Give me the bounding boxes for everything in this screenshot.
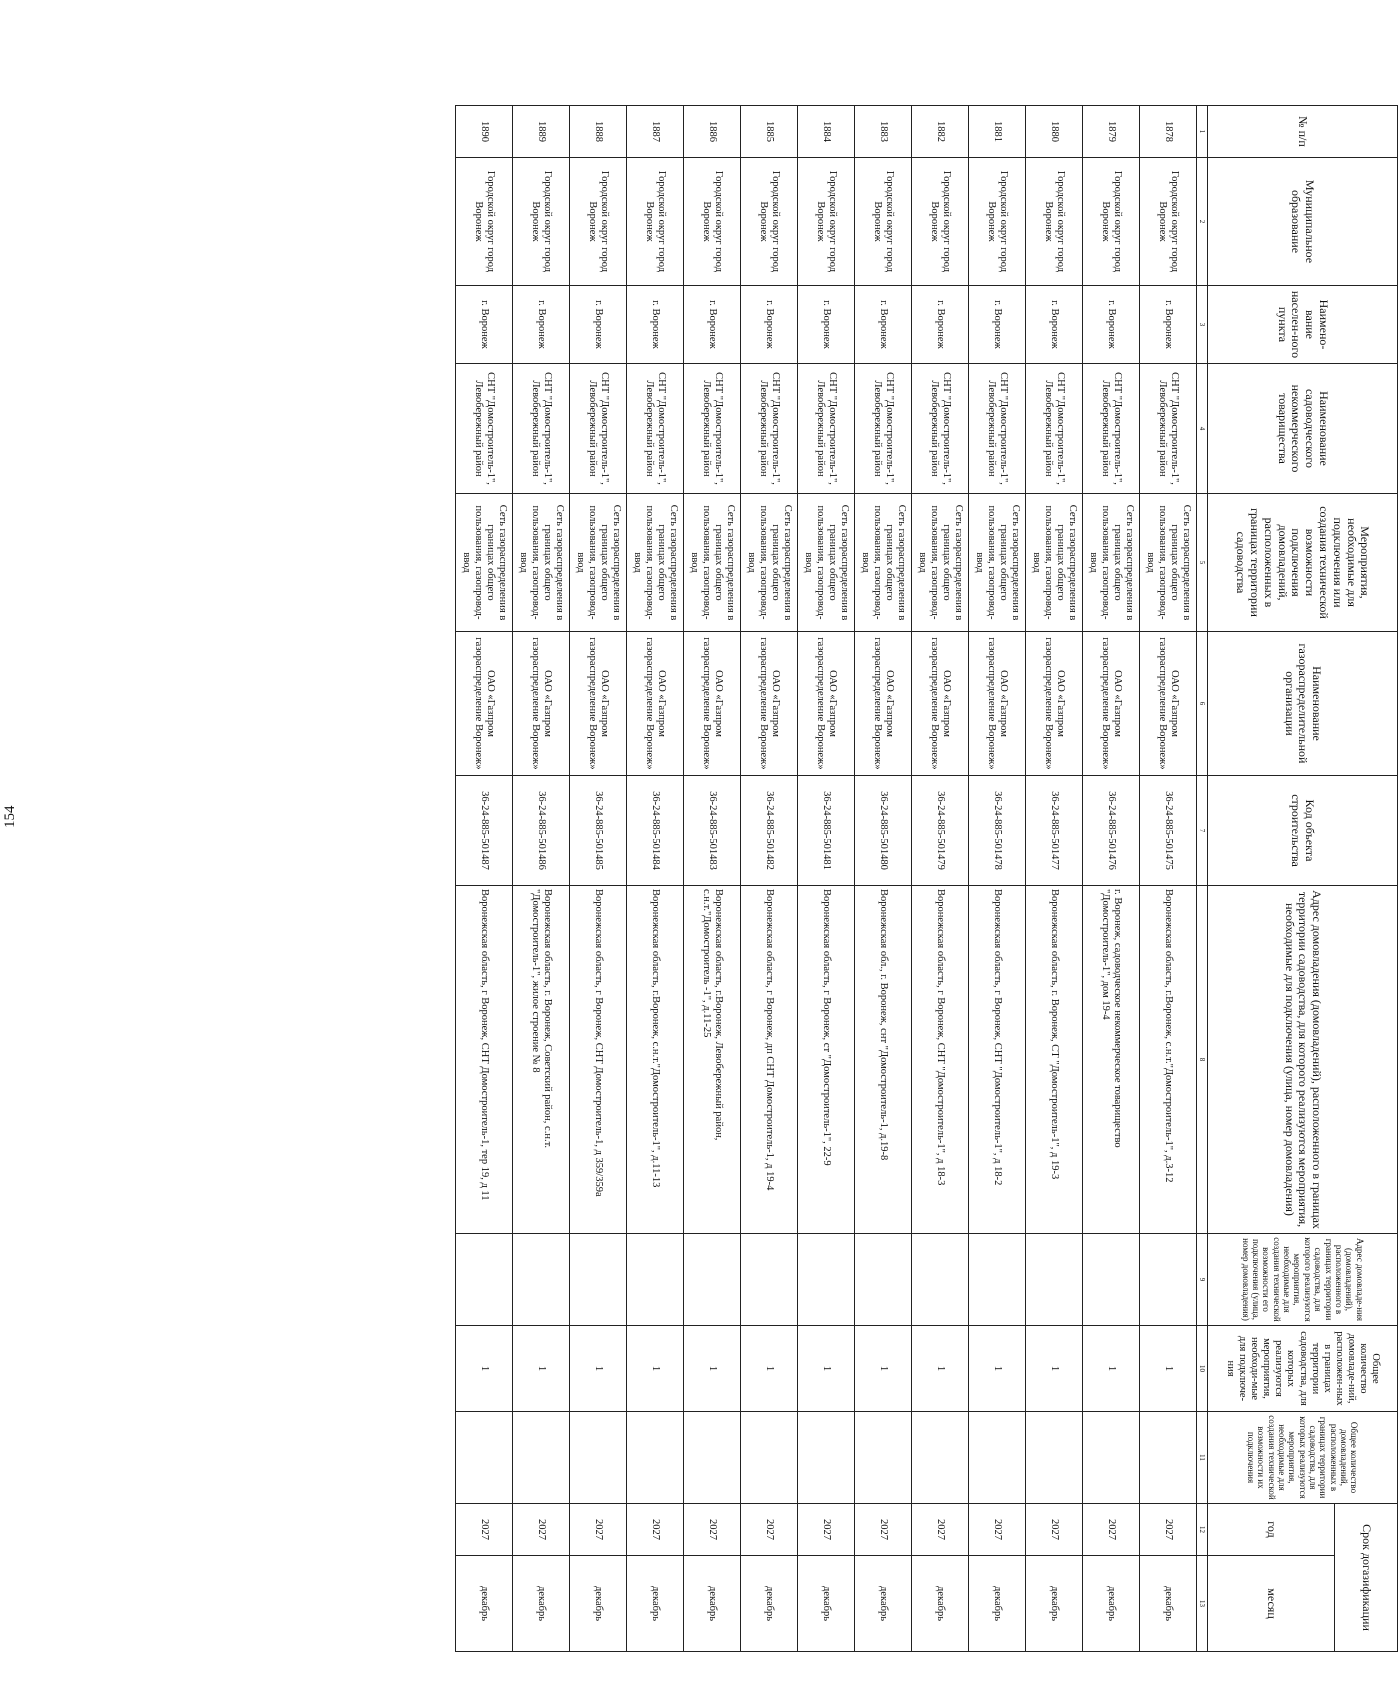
cell-organization: ОАО «Газпром газораспределение Воронеж» [1140,632,1197,776]
cell-count-tech [912,1412,969,1504]
cell-year: 2027 [570,1504,627,1556]
table-row [912,106,969,1652]
cell-address-tech [969,1234,1026,1326]
table-row [1140,106,1197,1652]
cell-address: Воронежская область, г Воронеж, дп СНТ Домостроитель-1, д 19-4 [741,886,798,1234]
cell-settlement: г. Воронеж [969,286,1026,364]
cell-year: 2027 [741,1504,798,1556]
cell-number: 1888 [570,106,627,158]
cell-snt-name: СНТ "Домостроитель-1", Левобережный район [1083,364,1140,494]
cell-organization: ОАО «Газпром газораспределение Воронеж» [798,632,855,776]
cell-organization: ОАО «Газпром газораспределение Воронеж» [570,632,627,776]
cell-settlement: г. Воронеж [855,286,912,364]
cell-count-tech [1026,1412,1083,1504]
cell-count-tech [1140,1412,1197,1504]
cell-event: Сеть газораспределения в границах общего пользования, газопровод-ввод [741,494,798,632]
cell-address-tech [513,1234,570,1326]
cell-object-code: 36-24-885-501482 [741,776,798,886]
cell-month: декабрь [513,1556,570,1652]
cell-count-tech [513,1412,570,1504]
cell-event: Сеть газораспределения в границах общего пользования, газопровод-ввод [1026,494,1083,632]
column-number: 12 [1197,1504,1208,1556]
cell-settlement: г. Воронеж [912,286,969,364]
cell-municipality: Городской округ город Воронеж [1083,158,1140,286]
cell-settlement: г. Воронеж [1140,286,1197,364]
header-col5: Мероприятия, необходимые для подключения или создания технической возможности подключения домовладений, расположенных в границах территории садоводства [1208,494,1398,632]
cell-object-code: 36-24-885-501486 [513,776,570,886]
cell-organization: ОАО «Газпром газораспределение Воронеж» [456,632,513,776]
cell-count-tech [627,1412,684,1504]
cell-address: Воронежская область, г Воронеж, СНТ Домостроитель-1, тер 19, д 11 [456,886,513,1234]
cell-event: Сеть газораспределения в границах общего пользования, газопровод-ввод [1140,494,1197,632]
cell-number: 1889 [513,106,570,158]
cell-month: декабрь [456,1556,513,1652]
header-col13: месяц [1208,1556,1335,1652]
cell-number: 1881 [969,106,1026,158]
cell-object-code: 36-24-885-501479 [912,776,969,886]
cell-number: 1884 [798,106,855,158]
column-number: 7 [1197,776,1208,886]
cell-address: Воронежская область, г Воронеж, СНТ "Домостроитель-1", д 18-2 [969,886,1026,1234]
cell-municipality: Городской округ город Воронеж [1026,158,1083,286]
cell-number: 1880 [1026,106,1083,158]
cell-settlement: г. Воронеж [627,286,684,364]
cell-month: декабрь [798,1556,855,1652]
column-number: 10 [1197,1326,1208,1412]
cell-address: г. Воронеж, садоводческое некоммерческое товарищество "Домостроитель-1", дом 19-4 [1083,886,1140,1234]
cell-snt-name: СНТ "Домостроитель-1", Левобережный район [855,364,912,494]
cell-count-connect: 1 [1026,1326,1083,1412]
cell-event: Сеть газораспределения в границах общего пользования, газопровод-ввод [1083,494,1140,632]
cell-municipality: Городской округ город Воронеж [969,158,1026,286]
cell-municipality: Городской округ город Воронеж [798,158,855,286]
cell-municipality: Городской округ город Воронеж [855,158,912,286]
cell-municipality: Городской округ город Воронеж [684,158,741,286]
cell-count-connect: 1 [456,1326,513,1412]
cell-object-code: 36-24-885-501478 [969,776,1026,886]
table-row [627,106,684,1652]
cell-organization: ОАО «Газпром газораспределение Воронеж» [1026,632,1083,776]
table-row [513,106,570,1652]
cell-year: 2027 [513,1504,570,1556]
column-number: 9 [1197,1234,1208,1326]
cell-event: Сеть газораспределения в границах общего пользования, газопровод-ввод [798,494,855,632]
cell-address-tech [456,1234,513,1326]
cell-object-code: 36-24-885-501487 [456,776,513,886]
cell-settlement: г. Воронеж [684,286,741,364]
cell-municipality: Городской округ город Воронеж [456,158,513,286]
cell-organization: ОАО «Газпром газораспределение Воронеж» [912,632,969,776]
cell-object-code: 36-24-885-501480 [855,776,912,886]
cell-count-connect: 1 [684,1326,741,1412]
header-col9: Адрес домовладе-ния (домовладений), расположенного в границах территории садоводства, для которого реализуются мероприятия, необходимые для создания технической возможности его подключения (улица, номер домовладения) [1208,1234,1398,1326]
cell-object-code: 36-24-885-501485 [570,776,627,886]
table-row [798,106,855,1652]
cell-number: 1878 [1140,106,1197,158]
cell-month: декабрь [969,1556,1026,1652]
cell-count-tech [684,1412,741,1504]
cell-address-tech [798,1234,855,1326]
header-col4: Наименование садоводческого некоммерческого товарищества [1208,364,1398,494]
cell-count-tech [741,1412,798,1504]
cell-address-tech [741,1234,798,1326]
cell-address-tech [684,1234,741,1326]
cell-year: 2027 [1026,1504,1083,1556]
cell-event: Сеть газораспределения в границах общего пользования, газопровод-ввод [627,494,684,632]
cell-year: 2027 [855,1504,912,1556]
cell-event: Сеть газораспределения в границах общего пользования, газопровод-ввод [513,494,570,632]
cell-count-connect: 1 [741,1326,798,1412]
cell-snt-name: СНТ "Домостроитель-1", Левобережный район [912,364,969,494]
cell-count-connect: 1 [969,1326,1026,1412]
cell-month: декабрь [1140,1556,1197,1652]
column-number: 8 [1197,886,1208,1234]
cell-municipality: Городской округ город Воронеж [513,158,570,286]
cell-address: Воронежская область, г.Воронеж, Левобережный район, с.н.т."Домостроитель -1", д.11-25 [684,886,741,1234]
table-row [456,106,513,1652]
header-col11: Общее количество домовладений, расположенных в границах территории садоводства, для которых реализуются мероприятия, необходимые для создания технической возможности их подключения [1208,1412,1398,1504]
cell-number: 1885 [741,106,798,158]
cell-year: 2027 [456,1504,513,1556]
column-number-row [1197,106,1208,1652]
cell-event: Сеть газораспределения в границах общего пользования, газопровод-ввод [684,494,741,632]
cell-snt-name: СНТ "Домостроитель-1", Левобережный район [513,364,570,494]
cell-object-code: 36-24-885-501475 [1140,776,1197,886]
cell-snt-name: СНТ "Домостроитель-1", Левобережный район [741,364,798,494]
table-row [1026,106,1083,1652]
cell-number: 1886 [684,106,741,158]
cell-count-tech [798,1412,855,1504]
cell-address: Воронежская область, г. Воронеж, Советский район, с.н.т. "Домостроитель-1", жилое строение № 8 [513,886,570,1234]
table-row [741,106,798,1652]
cell-organization: ОАО «Газпром газораспределение Воронеж» [969,632,1026,776]
cell-address: Воронежская область, г.Воронеж, с.н.т."Домостроитель-1", д.3-12 [1140,886,1197,1234]
cell-year: 2027 [798,1504,855,1556]
column-number: 6 [1197,632,1208,776]
cell-number: 1882 [912,106,969,158]
table-row [855,106,912,1652]
cell-count-connect: 1 [570,1326,627,1412]
cell-snt-name: СНТ "Домостроитель-1", Левобережный район [684,364,741,494]
gasification-table [455,105,1398,1652]
cell-municipality: Городской округ город Воронеж [741,158,798,286]
table-row [1083,106,1140,1652]
cell-address: Воронежская область, г.Воронеж, с.н.т."Домостроитель-1", д.11-13 [627,886,684,1234]
cell-settlement: г. Воронеж [456,286,513,364]
cell-month: декабрь [1083,1556,1140,1652]
cell-address-tech [912,1234,969,1326]
cell-snt-name: СНТ "Домостроитель-1", Левобережный район [969,364,1026,494]
cell-address-tech [570,1234,627,1326]
cell-count-connect: 1 [912,1326,969,1412]
cell-count-tech [570,1412,627,1504]
page-number: 154 [2,805,18,828]
cell-address: Воронежская область, г. Воронеж, СТ "Домостроитель-1", д 19-3 [1026,886,1083,1234]
cell-organization: ОАО «Газпром газораспределение Воронеж» [684,632,741,776]
cell-year: 2027 [1083,1504,1140,1556]
header-row [1335,106,1398,1652]
cell-month: декабрь [741,1556,798,1652]
cell-organization: ОАО «Газпром газораспределение Воронеж» [741,632,798,776]
cell-count-connect: 1 [1083,1326,1140,1412]
cell-address-tech [627,1234,684,1326]
cell-object-code: 36-24-885-501476 [1083,776,1140,886]
column-number: 3 [1197,286,1208,364]
column-number: 2 [1197,158,1208,286]
header-col12: год [1208,1504,1335,1556]
cell-address: Воронежская область, г Воронеж, СНТ Домостроитель-1, д 359/359а [570,886,627,1234]
cell-month: декабрь [627,1556,684,1652]
cell-municipality: Городской округ город Воронеж [1140,158,1197,286]
cell-settlement: г. Воронеж [513,286,570,364]
cell-count-connect: 1 [513,1326,570,1412]
cell-snt-name: СНТ "Домостроитель-1", Левобережный район [1140,364,1197,494]
cell-snt-name: СНТ "Домостроитель-1", Левобережный район [570,364,627,494]
header-col3: Наимено-вание населен-ного пункта [1208,286,1398,364]
cell-organization: ОАО «Газпром газораспределение Воронеж» [627,632,684,776]
cell-settlement: г. Воронеж [798,286,855,364]
header-group-deadline: Срок догазификации [1335,1504,1398,1652]
cell-object-code: 36-24-885-501477 [1026,776,1083,886]
cell-count-tech [1083,1412,1140,1504]
cell-address-tech [1083,1234,1140,1326]
cell-event: Сеть газораспределения в границах общего пользования, газопровод-ввод [456,494,513,632]
cell-settlement: г. Воронеж [741,286,798,364]
cell-object-code: 36-24-885-501483 [684,776,741,886]
cell-event: Сеть газораспределения в границах общего пользования, газопровод-ввод [969,494,1026,632]
column-number: 13 [1197,1556,1208,1652]
table-body [456,106,1208,1652]
cell-count-connect: 1 [627,1326,684,1412]
cell-month: декабрь [684,1556,741,1652]
rotated-table-wrapper [108,105,1398,1651]
cell-object-code: 36-24-885-501481 [798,776,855,886]
header-col6: Наименование газораспределительной организации [1208,632,1398,776]
table-row [570,106,627,1652]
table-row [969,106,1026,1652]
cell-settlement: г. Воронеж [1026,286,1083,364]
cell-event: Сеть газораспределения в границах общего пользования, газопровод-ввод [855,494,912,632]
cell-address-tech [1026,1234,1083,1326]
cell-snt-name: СНТ "Домостроитель-1", Левобережный район [798,364,855,494]
cell-address-tech [855,1234,912,1326]
cell-month: декабрь [1026,1556,1083,1652]
cell-organization: ОАО «Газпром газораспределение Воронеж» [855,632,912,776]
cell-municipality: Городской округ город Воронеж [912,158,969,286]
column-number: 11 [1197,1412,1208,1504]
cell-address: Воронежская область, г Воронеж, СНТ "Домостроитель-1", д 18-3 [912,886,969,1234]
cell-object-code: 36-24-885-501484 [627,776,684,886]
header-col1: № п/п [1208,106,1398,158]
cell-count-tech [855,1412,912,1504]
cell-snt-name: СНТ "Домостроитель-1", Левобережный район [1026,364,1083,494]
cell-month: декабрь [912,1556,969,1652]
cell-year: 2027 [912,1504,969,1556]
cell-event: Сеть газораспределения в границах общего пользования, газопровод-ввод [912,494,969,632]
cell-snt-name: СНТ "Домостроитель-1", Левобережный район [627,364,684,494]
cell-number: 1887 [627,106,684,158]
cell-address-tech [1140,1234,1197,1326]
cell-number: 1890 [456,106,513,158]
cell-municipality: Городской округ город Воронеж [627,158,684,286]
cell-year: 2027 [684,1504,741,1556]
cell-year: 2027 [969,1504,1026,1556]
header-col2: Муниципальное образование [1208,158,1398,286]
column-number: 5 [1197,494,1208,632]
cell-year: 2027 [1140,1504,1197,1556]
cell-number: 1879 [1083,106,1140,158]
cell-month: декабрь [855,1556,912,1652]
header-col8: Адрес домовладения (домовладений), расположенного в границах территории садоводства, для которого реализуются мероприятия, необходимые для подключения (улица, номер домовладения) [1208,886,1398,1234]
cell-settlement: г. Воронеж [1083,286,1140,364]
column-number: 1 [1197,106,1208,158]
cell-municipality: Городской округ город Воронеж [570,158,627,286]
cell-address: Воронежская область, г Воронеж, ст "Домостроитель-1", 22-9 [798,886,855,1234]
header-col10: Общее количество домовладе-ний, расположен-ных в границах территории садоводства, для которых реализуются мероприятия, необходи-мые для подключе-ния [1208,1326,1398,1412]
cell-number: 1883 [855,106,912,158]
cell-organization: ОАО «Газпром газораспределение Воронеж» [1083,632,1140,776]
cell-count-connect: 1 [798,1326,855,1412]
cell-snt-name: СНТ "Домостроитель-1", Левобережный район [456,364,513,494]
table-row [684,106,741,1652]
cell-event: Сеть газораспределения в границах общего пользования, газопровод-ввод [570,494,627,632]
cell-organization: ОАО «Газпром газораспределение Воронеж» [513,632,570,776]
cell-settlement: г. Воронеж [570,286,627,364]
cell-count-tech [969,1412,1026,1504]
cell-count-tech [456,1412,513,1504]
cell-month: декабрь [570,1556,627,1652]
header-col7: Код объекта строительства [1208,776,1398,886]
cell-count-connect: 1 [855,1326,912,1412]
cell-year: 2027 [627,1504,684,1556]
cell-address: Воронежская обл., г. Воронеж, снт "Домостроитель-1, д.19-8 [855,886,912,1234]
cell-count-connect: 1 [1140,1326,1197,1412]
column-number: 4 [1197,364,1208,494]
